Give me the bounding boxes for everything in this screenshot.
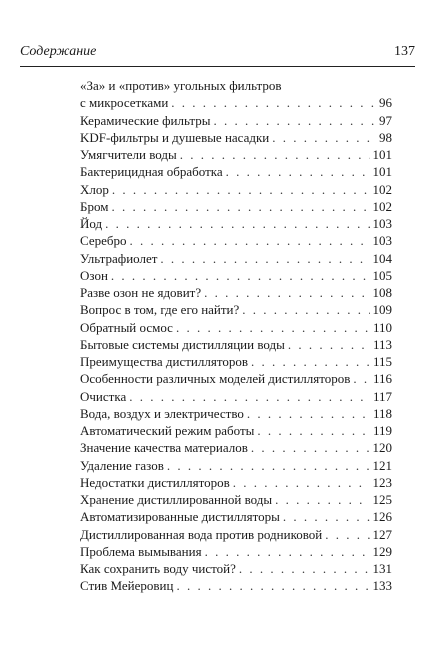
toc-entry[interactable] xyxy=(80,439,392,456)
dot-leader xyxy=(213,112,376,129)
toc-entry-page: 105 xyxy=(372,267,392,283)
dot-leader xyxy=(204,284,369,301)
toc-entry-title: Недостатки дистилляторов xyxy=(80,474,230,490)
toc-entry-page: 101 xyxy=(372,164,392,180)
toc-entry[interactable] xyxy=(80,284,392,301)
toc-entry-title: Особенности различных моделей дистилляторов xyxy=(80,371,351,387)
toc-entry-page: 123 xyxy=(372,474,392,490)
toc-entry-title: Йод xyxy=(80,216,103,231)
toc-entry-page: 117 xyxy=(372,388,392,404)
dot-leader xyxy=(176,319,370,336)
dot-leader xyxy=(272,129,376,146)
dot-leader xyxy=(247,405,370,422)
header-title: Содержание xyxy=(20,44,97,59)
dot-leader xyxy=(205,543,370,560)
toc-entry-page: 129 xyxy=(372,543,392,559)
toc-entry-page: 97 xyxy=(379,112,392,128)
toc-entry[interactable] xyxy=(80,422,392,439)
toc-entry[interactable] xyxy=(80,457,392,474)
dot-leader xyxy=(105,215,369,232)
toc-entry[interactable] xyxy=(80,77,392,112)
toc-entry[interactable] xyxy=(80,491,392,508)
toc-entry-page: 108 xyxy=(372,285,392,300)
toc-entry-page: 113 xyxy=(372,336,392,352)
toc-entry-title: Умягчители воды xyxy=(80,147,177,162)
toc-entry-title: Значение качества материалов xyxy=(80,440,248,456)
toc-entry-page: 110 xyxy=(372,319,392,335)
toc-entry-title: Очистка xyxy=(80,388,127,404)
toc-entry-page: 121 xyxy=(372,457,392,473)
toc-entry[interactable] xyxy=(80,267,392,284)
toc-entry[interactable] xyxy=(80,146,392,163)
toc-entry-page: 102 xyxy=(372,181,392,197)
toc-entry-title: KDF-фильтры и душевые насадки xyxy=(80,129,270,145)
dot-leader xyxy=(288,336,370,353)
toc-entry-title: Хранение дистиллированной воды xyxy=(80,492,273,507)
toc-entry-page: 96 xyxy=(379,95,392,111)
toc-entry[interactable] xyxy=(80,181,392,198)
toc-entry-page: 102 xyxy=(372,198,392,214)
toc-entry-title: Автоматизированные дистилляторы xyxy=(80,509,280,525)
toc-entry[interactable] xyxy=(80,560,392,577)
toc-entry[interactable] xyxy=(80,250,392,267)
toc-entry-title: Проблема вымывания xyxy=(80,543,202,559)
toc-entry-title: Обратный осмос xyxy=(80,319,173,335)
toc-entry-page: 125 xyxy=(372,492,392,507)
toc-entry-title: Ультрафиолет xyxy=(80,250,158,266)
dot-leader xyxy=(257,422,370,439)
toc-entry-page: 131 xyxy=(372,561,392,576)
dot-leader xyxy=(129,388,370,405)
toc-entry-page: 115 xyxy=(372,354,392,369)
dot-leader xyxy=(242,301,369,318)
toc-entry-title: Как сохранить воду чистой? xyxy=(80,561,236,576)
toc-entry-title: Озон xyxy=(80,267,108,283)
toc-entry-title: «За» и «против» угольных фильтров xyxy=(80,78,282,93)
toc-entry-page: 126 xyxy=(372,509,392,525)
toc-entry[interactable] xyxy=(80,508,392,525)
dot-leader xyxy=(111,198,369,215)
toc-entry[interactable] xyxy=(80,319,392,336)
dot-leader xyxy=(251,439,370,456)
toc-entry-title: Бром xyxy=(80,198,109,214)
toc-entry-title: Керамические фильтры xyxy=(80,112,211,128)
toc-entry[interactable] xyxy=(80,301,392,318)
dot-leader xyxy=(283,508,370,525)
toc-entry-page: 119 xyxy=(372,423,392,438)
page-number: 137 xyxy=(394,44,415,59)
toc-entry-title: Разве озон не ядовит? xyxy=(80,285,202,300)
dot-leader xyxy=(167,457,370,474)
dot-leader xyxy=(111,267,370,284)
toc-entry-page: 103 xyxy=(372,233,392,249)
toc-entry[interactable] xyxy=(80,388,392,405)
toc-entry[interactable] xyxy=(80,163,392,180)
toc-entry[interactable] xyxy=(80,405,392,422)
toc-entry-title: Бытовые системы дистилляции воды xyxy=(80,336,285,352)
running-header xyxy=(20,44,415,67)
toc-entry-page: 116 xyxy=(372,371,392,387)
toc-entry-title: Стив Мейеровиц xyxy=(80,578,174,594)
dot-leader xyxy=(239,560,370,577)
toc-entry[interactable] xyxy=(80,543,392,560)
dot-leader xyxy=(251,353,370,370)
toc-entry-page: 120 xyxy=(372,440,392,456)
toc-entry[interactable] xyxy=(80,232,392,249)
toc-entry-title: Удаление газов xyxy=(80,457,164,473)
toc-entry[interactable] xyxy=(80,112,392,129)
toc-entry[interactable] xyxy=(80,577,392,594)
toc-entry-title: Преимущества дистилляторов xyxy=(80,354,248,369)
toc-entry[interactable] xyxy=(80,353,392,370)
dot-leader xyxy=(275,491,369,508)
toc-entry-title: Автоматический режим работы xyxy=(80,423,255,438)
dot-leader xyxy=(353,370,370,387)
toc-entry-title-continued: с микросетками xyxy=(80,95,169,111)
toc-entry[interactable] xyxy=(80,526,392,543)
toc-entry-title: Серебро xyxy=(80,233,127,249)
dot-leader xyxy=(160,250,369,267)
toc-entry[interactable] xyxy=(80,215,392,232)
dot-leader xyxy=(171,94,376,111)
toc-entry-page: 127 xyxy=(372,526,392,542)
toc-entry[interactable] xyxy=(80,129,392,146)
toc-entry-title: Бактерицидная обработка xyxy=(80,164,223,180)
dot-leader xyxy=(226,163,370,180)
toc-entry-title: Вода, воздух и электричество xyxy=(80,405,244,421)
toc-entry-title: Дистиллированная вода против родниковой xyxy=(80,526,323,542)
toc-entry-page: 98 xyxy=(379,129,392,145)
toc-entry-page: 133 xyxy=(372,578,392,594)
table-of-contents xyxy=(80,77,392,595)
toc-entry[interactable] xyxy=(80,198,392,215)
toc-entry-page: 103 xyxy=(372,216,392,231)
dot-leader xyxy=(233,474,370,491)
toc-entry-page: 109 xyxy=(372,302,392,318)
toc-entry[interactable] xyxy=(80,370,392,387)
toc-entry-title: Вопрос в том, где его найти? xyxy=(80,302,240,318)
toc-entry-page: 118 xyxy=(372,405,392,421)
toc-entry-page: 104 xyxy=(372,250,392,266)
toc-entry[interactable] xyxy=(80,474,392,491)
dot-leader xyxy=(112,181,370,198)
toc-entry-page: 101 xyxy=(372,147,392,162)
dot-leader xyxy=(176,577,369,594)
dot-leader xyxy=(180,146,370,163)
dot-leader xyxy=(325,526,369,543)
dot-leader xyxy=(129,232,369,249)
toc-entry-title: Хлор xyxy=(80,181,109,197)
toc-entry[interactable] xyxy=(80,336,392,353)
